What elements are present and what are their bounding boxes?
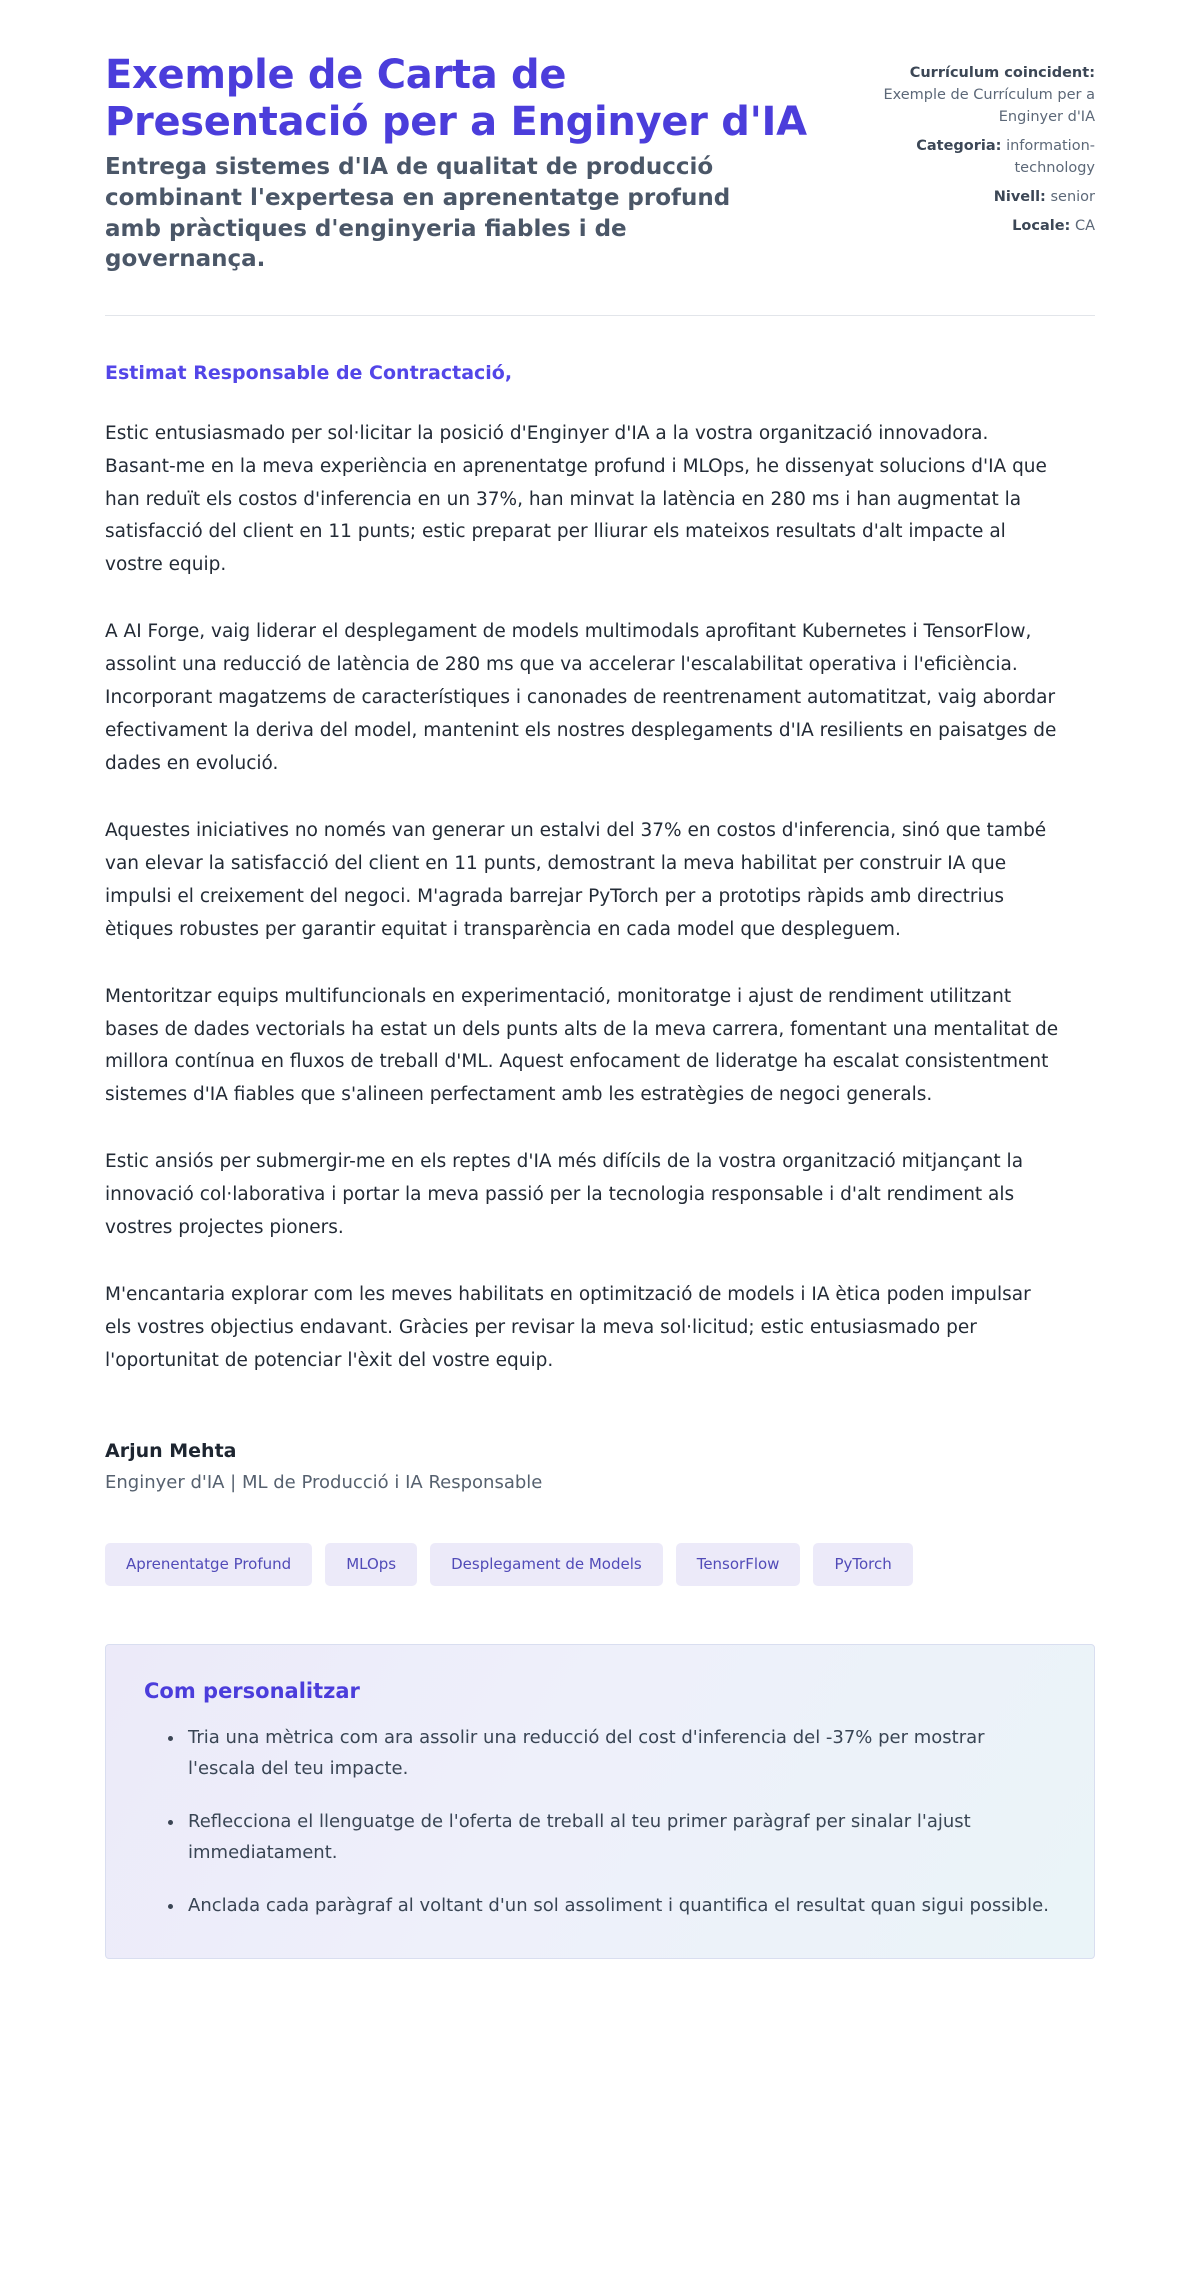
metadata-row-locale	[880, 215, 1095, 237]
tips-list	[144, 1723, 1056, 1922]
metadata-label: Currículum coincident:	[909, 65, 1095, 81]
letter-body	[0, 362, 1200, 1378]
tips-list-item: Anclada cada paràgraf al voltant d'un sol assoliment i quantifica el resultat quan sigui possible.	[168, 1891, 1056, 1922]
letter-paragraph: Mentoritzar equips multifuncionals en experimentació, monitoratge i ajust de rendiment utilitzant bases de dades vectorials ha estat un dels punts alts de la meva carrera, fomentant una mentalitat de millora contínua en fluxos de treball d'ML. Aquest enfocament de lideratge ha escalat consistentment sistemes d'IA fiables que s'alineen perfectament amb les estratègies de negoci generals.	[105, 985, 1059, 1106]
metadata-label: Locale:	[1012, 218, 1071, 235]
page-bottom-spacer	[0, 1959, 1200, 1999]
tips-list-item: Tria una mètrica com ara assolir una reducció del cost d'inferencia del -37% per mostrar l'escala del teu impacte.	[168, 1723, 1056, 1785]
metadata-label: Categoria:	[916, 138, 1002, 155]
metadata-value: CA	[1074, 218, 1095, 235]
metadata-row-matching-resume	[880, 62, 1095, 128]
letter-paragraph: Estic ansiós per submergir-me en els reptes d'IA més difícils de la vostra organització mitjançant la innovació col·laborativa i portar la meva passió per la tecnologia responsable i d'alt rendiment als vostres projectes pioners.	[105, 1151, 1024, 1239]
skill-tag[interactable]: PyTorch	[813, 1543, 912, 1586]
letter-paragraph: Estic entusiasmado per sol·licitar la posició d'Enginyer d'IA a la vostra organització innovadora. Basant-me en la meva experiència en aprenentatge profund i MLOps, he dissenyat solucions d'IA que han reduït els costos d'inferencia en un 37%, han minvat la latència en 280 ms i han augmentat la satisfacció del client en 11 punts; estic preparat per lliurar els mateixos resultats d'alt impacte al vostre equip.	[105, 422, 1047, 576]
header-divider	[105, 315, 1095, 316]
metadata-value: Exemple de Currículum per a Enginyer d'IA	[883, 87, 1095, 126]
metadata-label: Nivell:	[993, 189, 1046, 206]
skill-tag-list	[0, 1543, 1200, 1586]
tips-panel-title: Com personalitzar	[144, 1678, 360, 1703]
skill-tag[interactable]: MLOps	[325, 1543, 417, 1586]
skill-tag[interactable]: TensorFlow	[676, 1543, 801, 1586]
metadata-value: information-technology	[1006, 138, 1095, 177]
letter-paragraph: A AI Forge, vaig liderar el desplegament de models multimodals aprofitant Kubernetes i TensorFlow, assolint una reducció de latència de 280 ms que va accelerar l'escalabilitat operativa i l'eficiència. Incorporant magatzems de característiques i canonades de reentrenament automatitzat, vaig abordar efectivament la deriva del model, mantenint els nostres desplegaments d'IA resilients en paisatges de dades en evolució.	[105, 621, 1057, 774]
signature-name: Arjun Mehta	[105, 1439, 237, 1462]
metadata-row-level	[880, 186, 1095, 208]
document-header	[0, 0, 1200, 275]
customization-tips-panel	[105, 1644, 1095, 1959]
page-title: Exemple de Carta de Presentació per a Enginyer d'IA	[105, 52, 807, 146]
metadata-row-category	[880, 135, 1095, 179]
signature-block	[0, 1440, 1200, 1493]
tips-list-item: Reflecciona el llenguatge de l'oferta de treball al teu primer paràgraf per sinalar l'ajust immediatament.	[168, 1807, 1056, 1869]
letter-paragraph: Aquestes iniciatives no només van generar un estalvi del 37% en costos d'inferencia, sinó que també van elevar la satisfacció del client en 11 punts, demostrant la meva habilitat per construir IA que impulsi el creixement del negoci. M'agrada barrejar PyTorch per a prototips ràpids amb directrius ètiques robustes per garantir equitat i transparència en cada model que despleguem.	[105, 819, 1047, 940]
metadata-value: senior	[1050, 189, 1095, 206]
signature-role: Enginyer d'IA | ML de Producció i IA Responsable	[105, 1471, 543, 1493]
page-subtitle: Entrega sistemes d'IA de qualitat de producció combinant l'expertesa en aprenentatge profund amb pràctiques d'enginyeria fiables i de governança.	[105, 154, 731, 273]
letter-salutation: Estimat Responsable de Contractació,	[105, 361, 513, 384]
document-metadata	[880, 52, 1095, 237]
letter-paragraph: M'encantaria explorar com les meves habilitats en optimització de models i IA ètica poden impulsar els vostres objectius endavant. Gràcies per revisar la meva sol·licitud; estic entusiasmado per l'oportunitat de potenciar l'èxit del vostre equip.	[105, 1284, 1031, 1371]
header-title-block	[105, 52, 835, 275]
skill-tag[interactable]: Aprenentatge Profund	[105, 1543, 312, 1586]
skill-tag[interactable]: Desplegament de Models	[430, 1543, 663, 1586]
